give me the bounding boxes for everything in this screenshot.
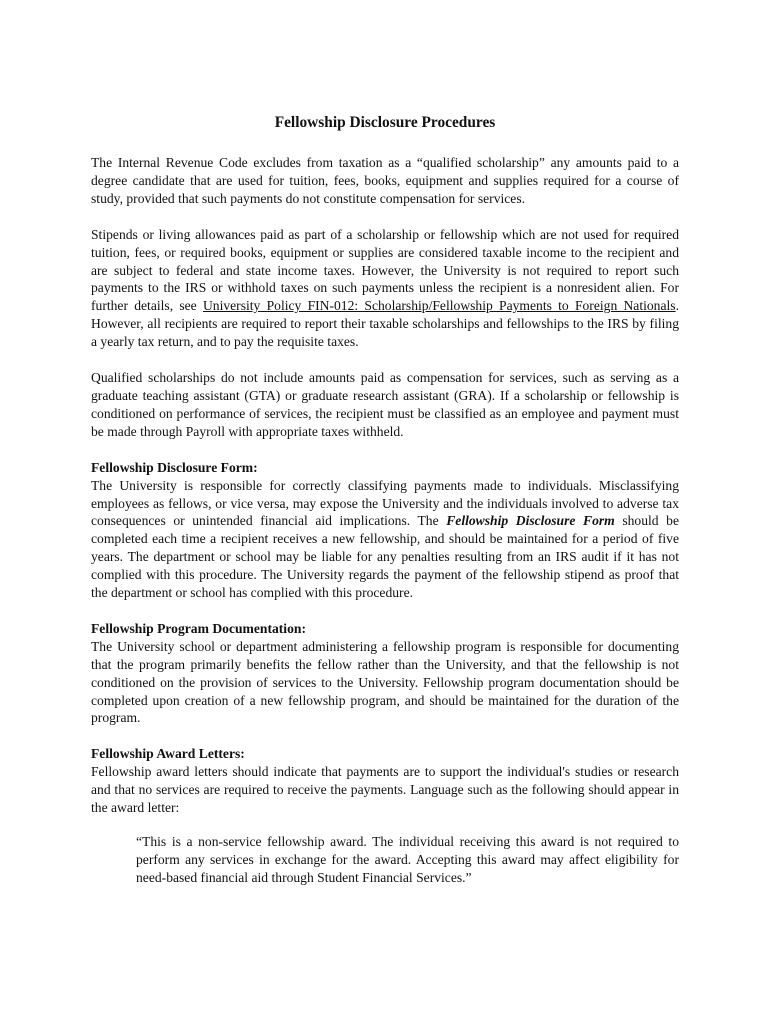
section-disclosure-form [91,459,679,602]
section-heading-program-documentation: Fellowship Program Documentation: [91,620,306,636]
disclosure-form-name: Fellowship Disclosure Form [446,513,615,529]
section-heading-award-letters: Fellowship Award Letters: [91,746,245,762]
paragraph-qualified-scholarship: The Internal Revenue Code excludes from taxation as a “qualified scholarship” any amounts paid to a degree candidate that are used for tuition, fees, books, equipment and supplies required for a course of study, provided that such payments do not constitute compensation for services. [91,155,679,206]
document-body [91,114,679,887]
disclosure-text: The University is responsible for correctly classifying payments made to individuals. Misclassifying employees as fellows, or vice versa, may expose the University and the individuals involved to adverse tax consequences or unintended financial aid implications. The [91,477,679,529]
paragraph-stipends-text-end: . However, all recipients are required to report their taxable scholarships and fellowships to the IRS by filing a yearly tax return, and to pay the requisite taxes. [91,298,679,350]
program-documentation-text: The University school or department administering a fellowship program is responsible for documenting that the program primarily benefits the fellow rather than the University, and that the fellowship is not conditioned on the provision of services to the University. Fellowship program documentation should be completed upon creation of a new fellowship program, and should be maintained for the duration of the program. [91,638,679,726]
disclosure-text-end: should be completed each time a recipient receives a new fellowship, and should be maintained for a period of five years. The department or school may be liable for any penalties resulting from an IRS audit if it has not complied with this procedure. The University regards the payment of the fellowship stipend as proof that the department or school has complied with this procedure. [91,513,679,601]
paragraph-stipends [91,226,679,351]
section-program-documentation [91,620,679,727]
policy-fin-012-link[interactable]: University Policy FIN-012: Scholarship/Fellowship Payments to Foreign Nationals [202,298,676,314]
document-title: Fellowship Disclosure Procedures [274,114,496,131]
section-heading-disclosure-form: Fellowship Disclosure Form: [91,459,258,475]
award-letters-text: Fellowship award letters should indicate that payments are to support the individual's studies or research and that no services are required to receive the payments. Language such as the following should appear in the award letter: [91,764,679,816]
award-letter-quote: “This is a non-service fellowship award. The individual receiving this award is not required to perform any services in exchange for the award. Accepting this award may affect eligibility for need-based financial aid through Student Financial Services.” [136,834,679,885]
paragraph-stipends-text: Stipends or living allowances paid as part of a scholarship or fellowship which are not used for required tuition, fees, or required books, equipment or supplies are considered taxable income to the recipient and are subject to federal and state income taxes. However, the University is not required to report such payments to the IRS or withhold taxes on such payments unless the recipient is a nonresident alien. For further details, see [91,226,679,314]
section-award-letters [91,745,679,817]
paragraph-compensation: Qualified scholarships do not include amounts paid as compensation for services, such as serving as a graduate teaching assistant (GTA) or graduate research assistant (GRA). If a scholarship or fellowship is conditioned on performance of services, the recipient must be classified as an employee and payment must be made through Payroll with appropriate taxes withheld. [91,370,679,439]
